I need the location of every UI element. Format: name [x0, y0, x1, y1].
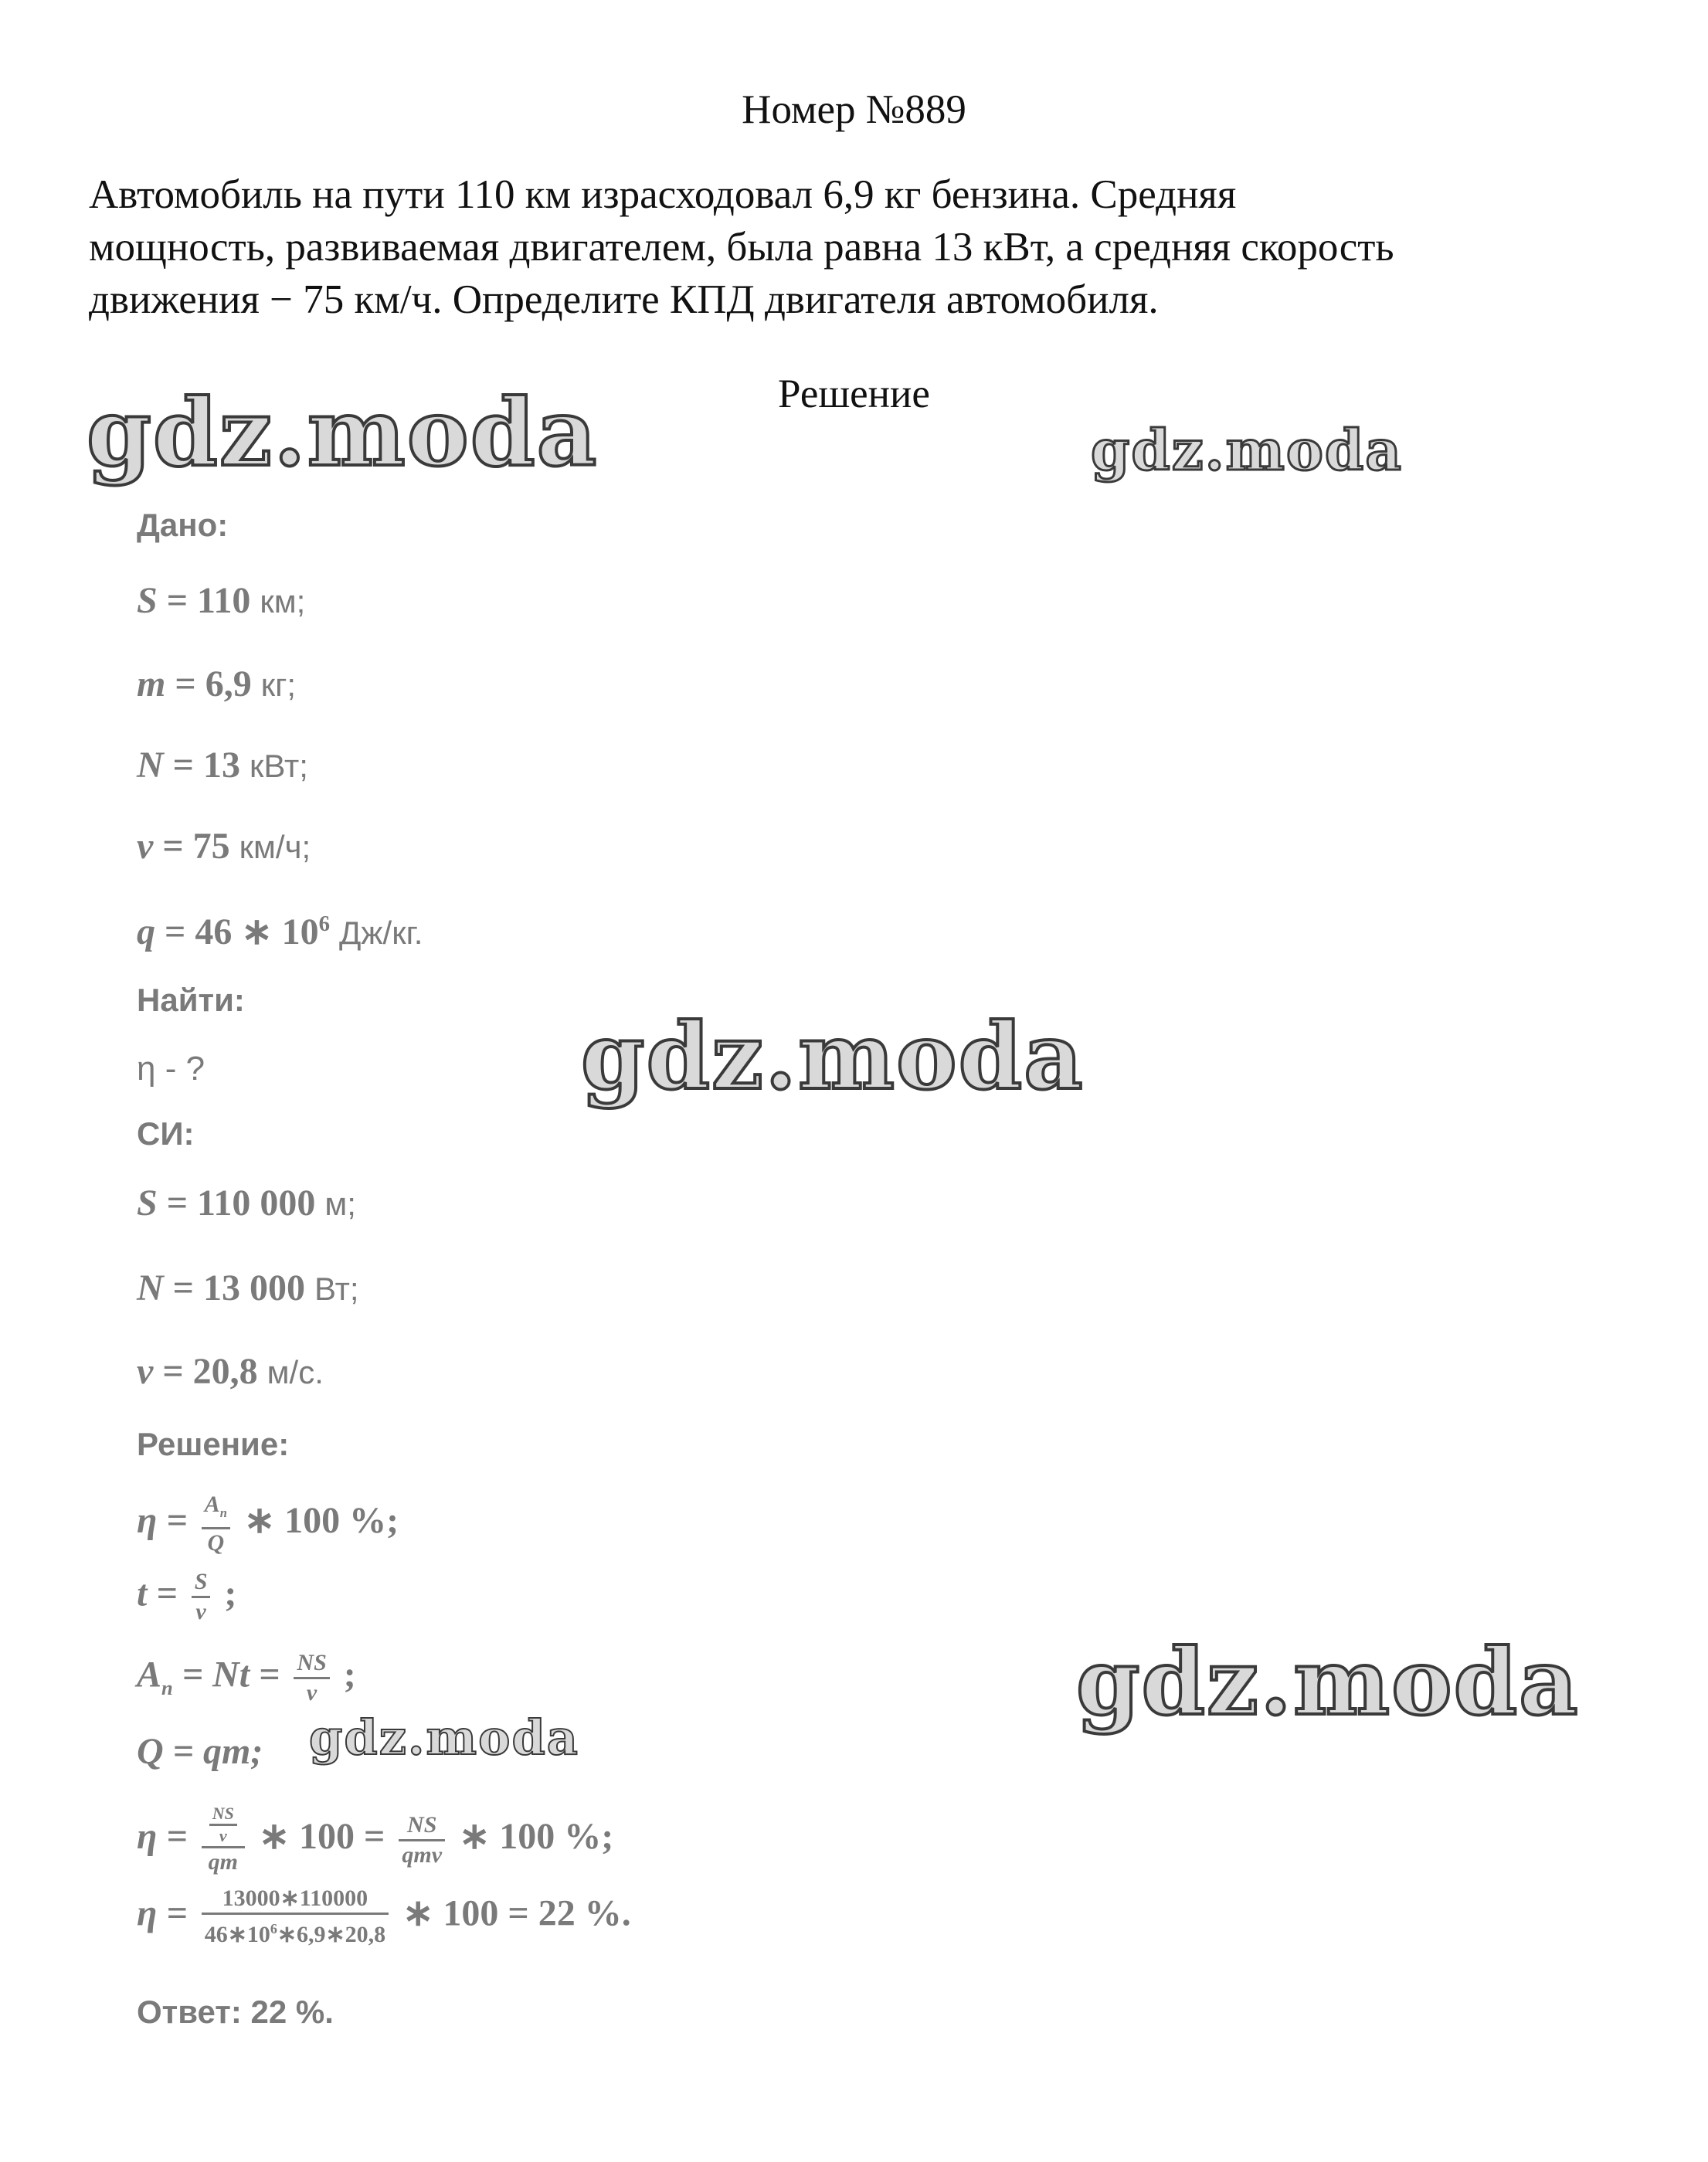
given-item: q = 46 ∗ $10^6$ Дж/кг.	[137, 911, 423, 952]
watermark: gdz.moda	[581, 1003, 1085, 1110]
answer: Ответ: 22 %.	[137, 1994, 334, 2030]
fraction: $\frac{NS}{\text{qmv}}$	[399, 1811, 445, 1869]
fraction: $\frac{NS}{v}$	[294, 1649, 329, 1707]
watermark: gdz.moda	[87, 378, 599, 487]
watermark: gdz.moda	[1076, 1628, 1580, 1736]
formula-efficiency-numeric: η = $\frac{13000∗110000}{46∗10^6∗6,9∗20,8}$ ∗ 100 = 22 %.	[137, 1885, 631, 1947]
given-item: N = 13 кВт;	[137, 745, 308, 786]
fraction: $\frac{S}{v}$	[192, 1568, 211, 1626]
formula-work: $A_п = Nt$ = $\frac{NS}{v}$ ;	[137, 1650, 356, 1706]
given-item: v = 75 км/ч;	[137, 826, 311, 867]
formula-heat: Q = qm;	[137, 1731, 263, 1772]
given-item: m = 6,9 кг;	[137, 664, 297, 704]
fraction: $\frac{\frac{NS}{v}}{qm}$	[202, 1804, 245, 1876]
solution-label: Решение:	[137, 1426, 290, 1462]
given-label: Дано:	[137, 507, 229, 543]
find-value: η - ?	[137, 1050, 205, 1088]
fraction: $\frac{A_п}{Q}$	[202, 1491, 230, 1557]
page-title: Номер №889	[742, 87, 966, 132]
si-item: v = 20,8 м/с.	[137, 1351, 324, 1392]
formula-time: t = $\frac{S}{v}$ ;	[137, 1569, 237, 1624]
formula-efficiency-expanded: η = $\frac{\frac{NS}{v}}{qm}$ ∗ 100 = $\frac{NS}{\text{qmv}}$ ∗ 100 %;	[137, 1804, 614, 1875]
formula-efficiency: η = $\frac{A_п}{Q}$ ∗ 100 %;	[137, 1492, 399, 1556]
given-item: S = 110 км;	[137, 580, 306, 621]
fraction: $\frac{13000∗110000}{46∗10^6∗6,9∗20,8}$	[202, 1885, 389, 1949]
si-item: N = 13 000 Вт;	[137, 1268, 359, 1308]
find-label: Найти:	[137, 982, 245, 1018]
si-item: S = 110 000 м;	[137, 1183, 356, 1224]
watermark: gdz.moda	[309, 1709, 579, 1766]
si-label: СИ:	[137, 1115, 195, 1152]
problem-line: движения − 75 км/ч. Определите КПД двигателя автомобиля.	[89, 277, 1159, 322]
problem-line: Автомобиль на пути 110 км израсходовал 6,9 кг бензина. Средняя	[89, 172, 1237, 217]
problem-line: мощность, развиваемая двигателем, была равна 13 кВт, а средняя скорость	[89, 225, 1394, 270]
solution-heading: Решение	[778, 372, 930, 416]
watermark: gdz.moda	[1091, 417, 1403, 483]
problem-statement	[89, 168, 1626, 326]
